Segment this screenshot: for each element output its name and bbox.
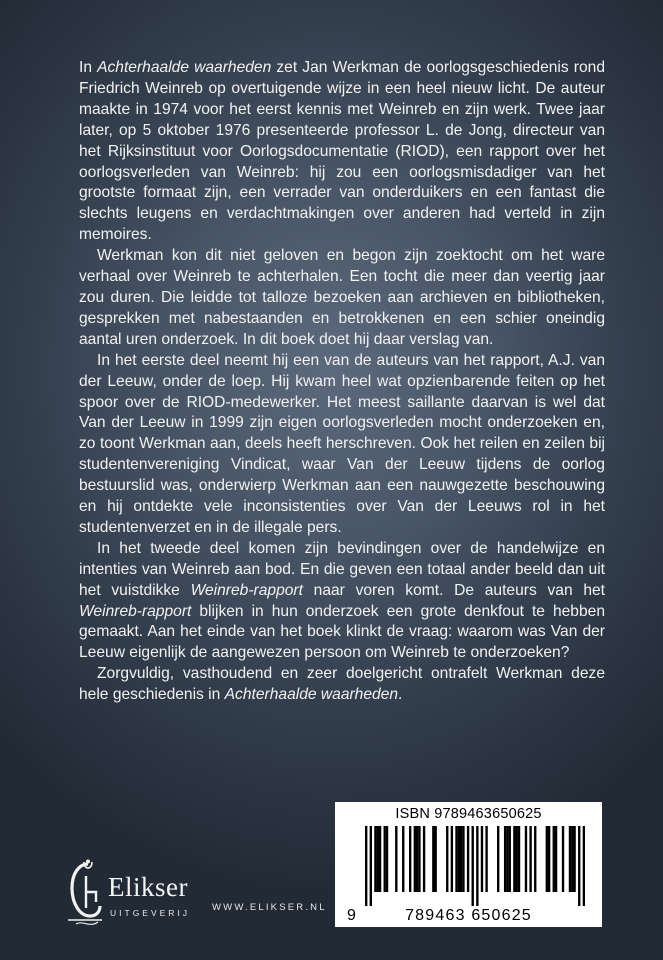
barcode-bar — [548, 826, 550, 892]
barcode-bar — [583, 826, 585, 906]
barcode-lead-digit: 9 — [347, 907, 356, 924]
barcode-bar — [446, 826, 448, 892]
report-title-italic: Weinreb-rapport — [190, 581, 303, 599]
barcode-bar — [485, 826, 487, 892]
barcode-bar — [546, 826, 548, 892]
publisher-subtitle: UITGEVERIJ — [110, 908, 191, 918]
barcode-bar — [409, 826, 411, 892]
barcode-bar — [518, 826, 520, 892]
barcode-bar — [416, 826, 418, 892]
blurb-paragraph-3: In het eerste deel neemt hij een van de auteurs van het rapport, A.J. van der Leeuw, onder de loep. Hij kwam heel wat opzienbarende feiten op het spoor over de RIOD-medewerker. Het meest saillante daarvan is wel dat Van der Leeuw in 1999 zijn eigen oorlogsverleden mocht onderzoeken en, zo toont Werkman aan, deels heeft herschreven. Ook het reilen en zeilen bij studentenvereniging Vindicat, waar Van der Leeuw tijdens de oorlog bestuurslid was, onderwierp Werkman aan een nauwgezette beschouwing en hij ontdekte vele inconsistenties over Van der Leeuws rol in het studentenverzet en in de illegale pers. — [79, 351, 605, 536]
publisher-website: WWW.ELIKSER.NL — [212, 902, 327, 913]
barcode-bar — [462, 826, 464, 892]
barcode-bar — [386, 826, 388, 892]
publisher-name: Elikser — [108, 872, 188, 902]
barcode-bar — [418, 826, 420, 892]
barcode-bar — [458, 826, 460, 892]
isbn-barcode-box — [335, 802, 602, 927]
blurb-text — [79, 58, 605, 706]
barcode-bar — [513, 826, 515, 892]
barcode-bar — [506, 826, 508, 892]
barcode-bar — [451, 826, 453, 892]
barcode-bar — [365, 826, 367, 906]
blurb-paragraph-5 — [79, 664, 605, 706]
blurb-text-span: naar voren komt. De auteurs van het — [302, 581, 605, 599]
barcode-bar — [379, 826, 381, 892]
barcode-bar — [525, 826, 527, 892]
publisher-logo — [62, 858, 202, 928]
barcode-bar — [434, 826, 436, 892]
book-title-italic: Achterhaalde waarheden — [224, 686, 399, 704]
barcode-bar — [573, 826, 575, 892]
barcode-bar — [370, 826, 372, 906]
barcode-bar — [467, 826, 469, 892]
barcode-bar — [460, 826, 462, 892]
barcode-bar — [432, 826, 434, 892]
barcode-bar — [509, 826, 511, 892]
elikser-emblem-icon — [62, 858, 108, 928]
barcode-bar — [384, 826, 386, 892]
barcode-bar — [395, 826, 397, 892]
blurb-text-span: Zorgvuldig, vasthoudend en zeer doelgericht ontrafelt Werkman deze hele geschiedenis in — [79, 665, 605, 704]
blurb-text-span: zet Jan Werkman de oorlogsgeschiedenis rond Friedrich Weinreb op overtuigende wijze in een heel nieuw licht. De auteur maakte in 1974 voor het eerst kennis met Weinreb en zijn werk. Twee jaar later, op 5 oktober 1976 presenteerde professor L. de Jong, directeur van het Rijksinstituut voor Oorlogsdocumentatie (RIOD), een rapport over het oorlogsverleden van Weinreb: hij zou een oorlogsmisdadiger van het grootste formaat zijn, een verrader van onderduikers en een fantast die slechts leugens en verdachtmakingen over anderen had verteld in zijn memoires. — [79, 59, 605, 244]
book-title-italic: Achterhaalde waarheden — [97, 59, 272, 76]
barcode-bar — [569, 826, 571, 892]
blurb-paragraph-1 — [79, 58, 605, 246]
barcode-bar — [374, 826, 376, 892]
barcode-bar — [423, 826, 425, 892]
barcode-bar — [504, 826, 506, 892]
barcode-bar — [516, 826, 518, 892]
barcode-bar — [553, 826, 555, 892]
barcode-digits: 789463 650625 — [405, 907, 532, 924]
report-title-italic: Weinreb-rapport — [79, 602, 192, 620]
barcode-bar — [476, 826, 478, 906]
barcode-bar — [578, 826, 580, 906]
blurb-text-span: In het tweede deel komen zijn bevindingen over de handelwijze en intenties van Weinreb aan bod. En die geven een totaal ander beeld dan uit het vuistdikke — [79, 539, 605, 599]
barcode-bar — [472, 826, 474, 906]
barcode-bar — [534, 826, 536, 892]
barcode-bar — [571, 826, 573, 892]
barcode-bar — [377, 826, 379, 892]
barcode-bar — [414, 826, 416, 892]
barcode-bar — [529, 826, 531, 892]
barcode-bar — [402, 826, 404, 892]
blurb-text-span: . — [398, 686, 403, 704]
barcode-bar — [455, 826, 457, 892]
isbn-label: ISBN 9789463650625 — [395, 806, 542, 822]
barcode-bar — [562, 826, 564, 892]
barcode-icon — [365, 826, 585, 908]
blurb-paragraph-4 — [79, 539, 605, 664]
barcode-bar — [497, 826, 499, 892]
barcode-bar — [555, 826, 557, 892]
blurb-text-span: In — [79, 59, 98, 76]
barcode-bar — [481, 826, 483, 892]
blurb-text-span: blijken in hun onderzoek een grote denkfout te hebben gemaakt. Aan het einde van het boek klinkt de vraag: waarom was Van der Leeuw eigenlijk de aangewezen persoon om Weinreb te onderzoeken? — [79, 602, 605, 662]
blurb-paragraph-2: Werkman kon dit niet geloven en begon zijn zoektocht om het ware verhaal over Weinreb te achterhalen. Een tocht die meer dan veertig jaar zou duren. Die leidde tot talloze bezoeken aan archieven en bibliotheken, gesprekken met nabestaanden en betrokkenen en een schier oneindig aantal uren onderzoek. In dit boek doet hij daar verslag van. — [79, 247, 605, 348]
